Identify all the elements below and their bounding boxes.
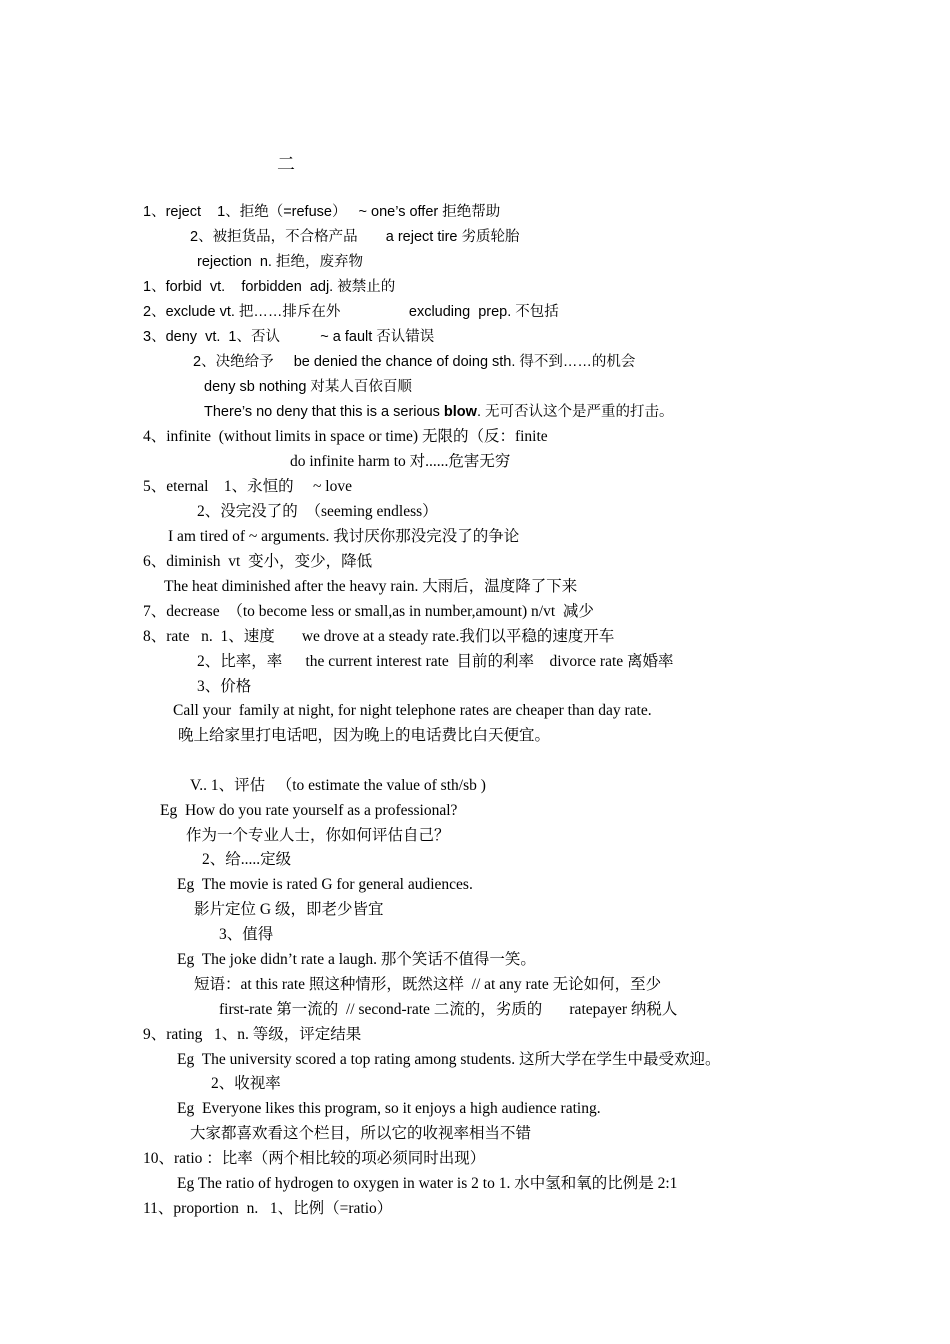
text-span: 3、值得 (219, 926, 274, 943)
text-span: 11、proportion n. 1、比例（=ratio） (143, 1200, 393, 1217)
text-line (177, 950, 536, 970)
text-span: 晚上给家里打电话吧，因为晚上的电话费比白天便宜。 (178, 727, 551, 744)
text-line (177, 875, 473, 895)
text-line (197, 652, 674, 672)
text-span: 大家都喜欢看这个栏目，所以它的收视率相当不错 (190, 1125, 532, 1142)
text-line (194, 900, 383, 920)
text-span: do infinite harm to 对......危害无穷 (290, 453, 511, 470)
text-line (164, 577, 577, 597)
text-line (143, 477, 352, 497)
text-span: 2、给.....定级 (202, 851, 292, 868)
text-line (197, 677, 251, 697)
text-line (168, 527, 519, 547)
text-line (143, 1025, 361, 1045)
text-span: 6、diminish vt 变小，变少，降低 (143, 553, 373, 570)
text-span: There’s no deny that this is a serious (204, 404, 444, 420)
text-span: Eg The ratio of hydrogen to oxygen in water is 2 to 1. 水中氢和氧的比例是 2:1 (177, 1175, 678, 1192)
text-span: I am tired of ~ arguments. 我讨厌你那没完没了的争论 (168, 528, 520, 545)
text-line (143, 602, 594, 622)
text-span: Eg The movie is rated G for general audiences. (177, 876, 473, 893)
text-span: Call your family at night, for night telephone rates are cheaper than day rate. (173, 702, 652, 719)
text-line (194, 975, 661, 995)
text-span: 9、rating 1、n. 等级，评定结果 (143, 1026, 362, 1043)
page-title: 二 (277, 154, 295, 174)
text-span: 2、exclude vt. 把……排斥在外 excluding prep. 不包括 (143, 304, 559, 320)
text-span: 5、eternal 1、永恒的 ~ love (143, 478, 352, 495)
text-span: rejection n. 拒绝，废弃物 (197, 254, 363, 270)
text-span: 8、rate n. 1、速度 we drove at a steady rate.我们以平稳的速度开车 (143, 628, 615, 645)
text-span: 4、infinite (without limits in space or time) 无限的（反：finite (143, 428, 548, 445)
text-line (143, 427, 548, 447)
text-line (202, 850, 291, 870)
text-line (143, 1199, 392, 1219)
text-span: 10、ratio ：比率（两个相比较的项必须同时出现） (143, 1150, 486, 1167)
text-line (204, 377, 412, 397)
text-line (193, 352, 635, 372)
text-line (177, 1099, 601, 1119)
text-span: 1、forbid vt. forbidden adj. 被禁止的 (143, 279, 396, 295)
text-line (160, 801, 457, 821)
text-span: deny sb nothing 对某人百依百顺 (204, 379, 412, 395)
text-line (186, 826, 450, 846)
text-span: Eg The joke didn’t rate a laugh. 那个笑话不值得一笑。 (177, 951, 536, 968)
text-span: V.. 1、评估 （to estimate the value of sth/sb ) (190, 777, 486, 794)
text-line (173, 701, 652, 721)
text-line (143, 277, 395, 297)
text-line (190, 776, 486, 796)
text-line (143, 327, 434, 347)
text-span: 7、decrease （to become less or small,as in number,amount) n/vt 减少 (143, 603, 594, 620)
text-span: 2、被拒货品，不合格产品 a reject tire 劣质轮胎 (190, 229, 520, 245)
text-span: 影片定位 G 级，即老少皆宜 (194, 901, 384, 918)
text-span: Eg How do you rate yourself as a professional? (160, 802, 458, 819)
text-span: 作为一个专业人士，你如何评估自己？ (186, 827, 450, 844)
text-line (219, 925, 273, 945)
text-span: 3、deny vt. 1、否认 ~ a fault 否认错误 (143, 329, 435, 345)
text-line (290, 452, 510, 472)
text-line (190, 1124, 531, 1144)
text-line (143, 627, 614, 647)
text-span: 短语：at this rate 照这种情形，既然这样 // at any rate 无论如何，至少 (194, 976, 662, 993)
text-line (143, 552, 372, 572)
text-span: 2、比率，率 the current interest rate 目前的利率 divorce rate 离婚率 (197, 653, 674, 670)
text-line (177, 1050, 720, 1070)
text-span: first-rate 第一流的 // second-rate 二流的，劣质的 ratepayer 纳税人 (219, 1001, 678, 1018)
text-line (204, 402, 674, 422)
text-line (197, 252, 363, 272)
text-span: Eg Everyone likes this program, so it enjoys a high audience rating. (177, 1100, 601, 1117)
text-line (197, 502, 438, 522)
text-line (177, 1174, 677, 1194)
text-line (178, 726, 550, 746)
text-line (143, 302, 559, 322)
text-span: 2、没完没了的 （seeming endless） (197, 503, 438, 520)
text-line (211, 1074, 281, 1094)
text-line (143, 1149, 485, 1169)
text-span: 2、收视率 (211, 1075, 281, 1092)
text-span: . 无可否认这个是严重的打击。 (476, 404, 674, 420)
text-span: The heat diminished after the heavy rain. 大雨后，温度降了下来 (164, 578, 578, 595)
bold-text: blow (443, 404, 477, 420)
text-line (143, 202, 500, 222)
text-span: 1、reject 1、拒绝（=refuse） ~ one’s offer 拒绝帮助 (143, 204, 501, 220)
text-line (219, 1000, 677, 1020)
text-line (190, 227, 520, 247)
text-span: 3、价格 (197, 678, 252, 695)
text-span: Eg The university scored a top rating among students. 这所大学在学生中最受欢迎。 (177, 1051, 721, 1068)
text-span: 2、决绝给予 be denied the chance of doing sth. 得不到……的机会 (193, 354, 636, 370)
